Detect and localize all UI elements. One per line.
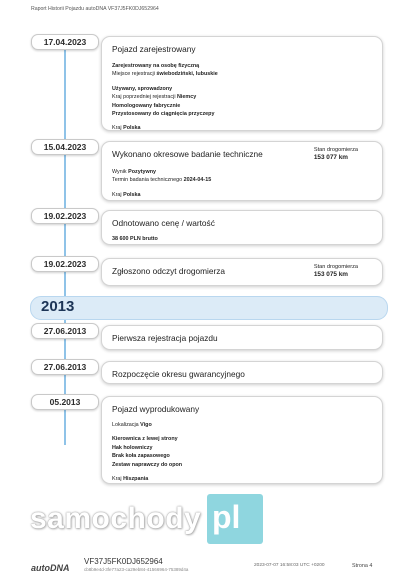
watermark-suffix: pl — [212, 499, 241, 535]
detail-label: Miejsce rejestracji — [112, 71, 155, 78]
event-title: Wykonano okresowe badanie techniczne — [112, 149, 263, 159]
detail-value: 2024-04-15 — [183, 177, 212, 184]
detail-line — [112, 124, 372, 132]
year-label: 2013 — [41, 298, 75, 315]
detail-value: świebodziński, lubuskie — [156, 71, 218, 78]
timeline-line — [64, 45, 66, 445]
event-card — [101, 141, 383, 201]
detail-label: Lokalizacja — [112, 422, 139, 428]
detail-group — [112, 421, 372, 429]
detail-text: Hak holowniczy — [112, 444, 153, 451]
event-title: Odnotowano cenę / wartość — [112, 218, 215, 228]
event-card — [101, 325, 383, 350]
footer-hash: cb8b9e4d-3fe77a23-ca29eb84-41566964-75389d4a — [84, 567, 189, 572]
detail-value: Niemcy — [177, 94, 197, 101]
detail-line — [112, 191, 372, 199]
year-divider — [30, 296, 388, 320]
odometer-value: 153 075 km — [313, 271, 348, 279]
detail-text: 38 600 PLN brutto — [112, 236, 158, 242]
detail-label: Wynik — [112, 169, 127, 175]
detail-text: Kierownica z lewej strony — [112, 436, 178, 443]
event-date: 27.06.2013 — [31, 323, 99, 339]
event-date: 19.02.2023 — [31, 208, 99, 224]
detail-line — [112, 176, 372, 184]
detail-label: Kraj — [112, 125, 122, 132]
page-number: Strona 4 — [352, 563, 373, 569]
event-card — [101, 36, 383, 131]
detail-group — [112, 475, 372, 483]
detail-group — [112, 124, 372, 132]
detail-group — [112, 435, 372, 469]
detail-value: Vigo — [140, 422, 152, 428]
detail-line — [112, 85, 372, 93]
event-title: Pierwsza rejestracja pojazdu — [112, 333, 218, 343]
watermark-text: samochody — [30, 502, 202, 535]
event-card — [101, 361, 383, 384]
detail-line — [112, 461, 372, 469]
detail-line — [112, 102, 372, 110]
event-title: Pojazd wyprodukowany — [112, 404, 200, 414]
detail-value: Pozytywny — [128, 169, 156, 175]
detail-group — [112, 168, 372, 185]
detail-group — [112, 191, 372, 199]
event-date: 05.2013 — [31, 394, 99, 410]
detail-value: Polska — [123, 191, 141, 198]
odometer-reading — [314, 264, 358, 279]
event-title: Zgłoszono odczyt drogomierza — [112, 266, 225, 276]
event-date: 27.06.2013 — [31, 359, 99, 375]
watermark-logo — [207, 494, 263, 544]
detail-value: Polska — [123, 125, 141, 132]
detail-group — [112, 235, 372, 243]
event-date: 15.04.2023 — [31, 139, 99, 155]
event-card — [101, 396, 383, 484]
detail-line — [112, 435, 372, 443]
event-date: 19.02.2023 — [31, 256, 99, 272]
detail-value: Hiszpania — [123, 476, 149, 483]
detail-line — [112, 62, 372, 70]
detail-label: Kraj — [112, 476, 122, 483]
detail-line — [112, 110, 372, 118]
detail-text: Zarejestrowany na osobę fizyczną — [112, 63, 200, 69]
detail-line — [112, 444, 372, 452]
event-date: 17.04.2023 — [31, 34, 99, 50]
event-title: Pojazd zarejestrowany — [112, 44, 196, 54]
detail-group — [112, 85, 372, 119]
detail-text: Używany, sprowadzony — [112, 85, 173, 92]
detail-line — [112, 168, 372, 176]
detail-line — [112, 452, 372, 460]
detail-line — [112, 93, 372, 101]
detail-text: Homologowany fabrycznie — [112, 102, 181, 109]
odometer-value: 153 077 km — [313, 154, 348, 162]
footer-logo: autoDNA — [31, 563, 70, 573]
odometer-reading — [314, 147, 358, 162]
detail-text: Zestaw naprawczy do opon — [112, 461, 183, 468]
detail-label: Kraj poprzedniej rejestracji — [112, 94, 176, 101]
event-card — [101, 258, 383, 286]
detail-label: Kraj — [112, 191, 122, 198]
detail-group — [112, 62, 372, 79]
detail-line — [112, 70, 372, 78]
report-header: Raport Historii Pojazdu autoDNA VF37J5FK0DJ652964 — [31, 6, 159, 12]
detail-line — [112, 235, 372, 243]
footer-datetime: 2023-07-07 16:58:03 UTC +0200 — [254, 563, 325, 568]
odometer-label: Stan drogomierza — [313, 147, 358, 153]
event-title: Rozpoczęcie okresu gwarancyjnego — [112, 369, 245, 379]
detail-line — [112, 475, 372, 483]
footer-vin: VF37J5FK0DJ652964 — [84, 557, 163, 566]
detail-line — [112, 421, 372, 429]
detail-text: Brak koła zapasowego — [112, 453, 170, 460]
detail-label: Termin badania technicznego — [112, 177, 183, 184]
odometer-label: Stan drogomierza — [313, 264, 358, 270]
detail-text: Przystosowany do ciągnięcia przyczepy — [112, 111, 215, 118]
event-card — [101, 210, 383, 245]
